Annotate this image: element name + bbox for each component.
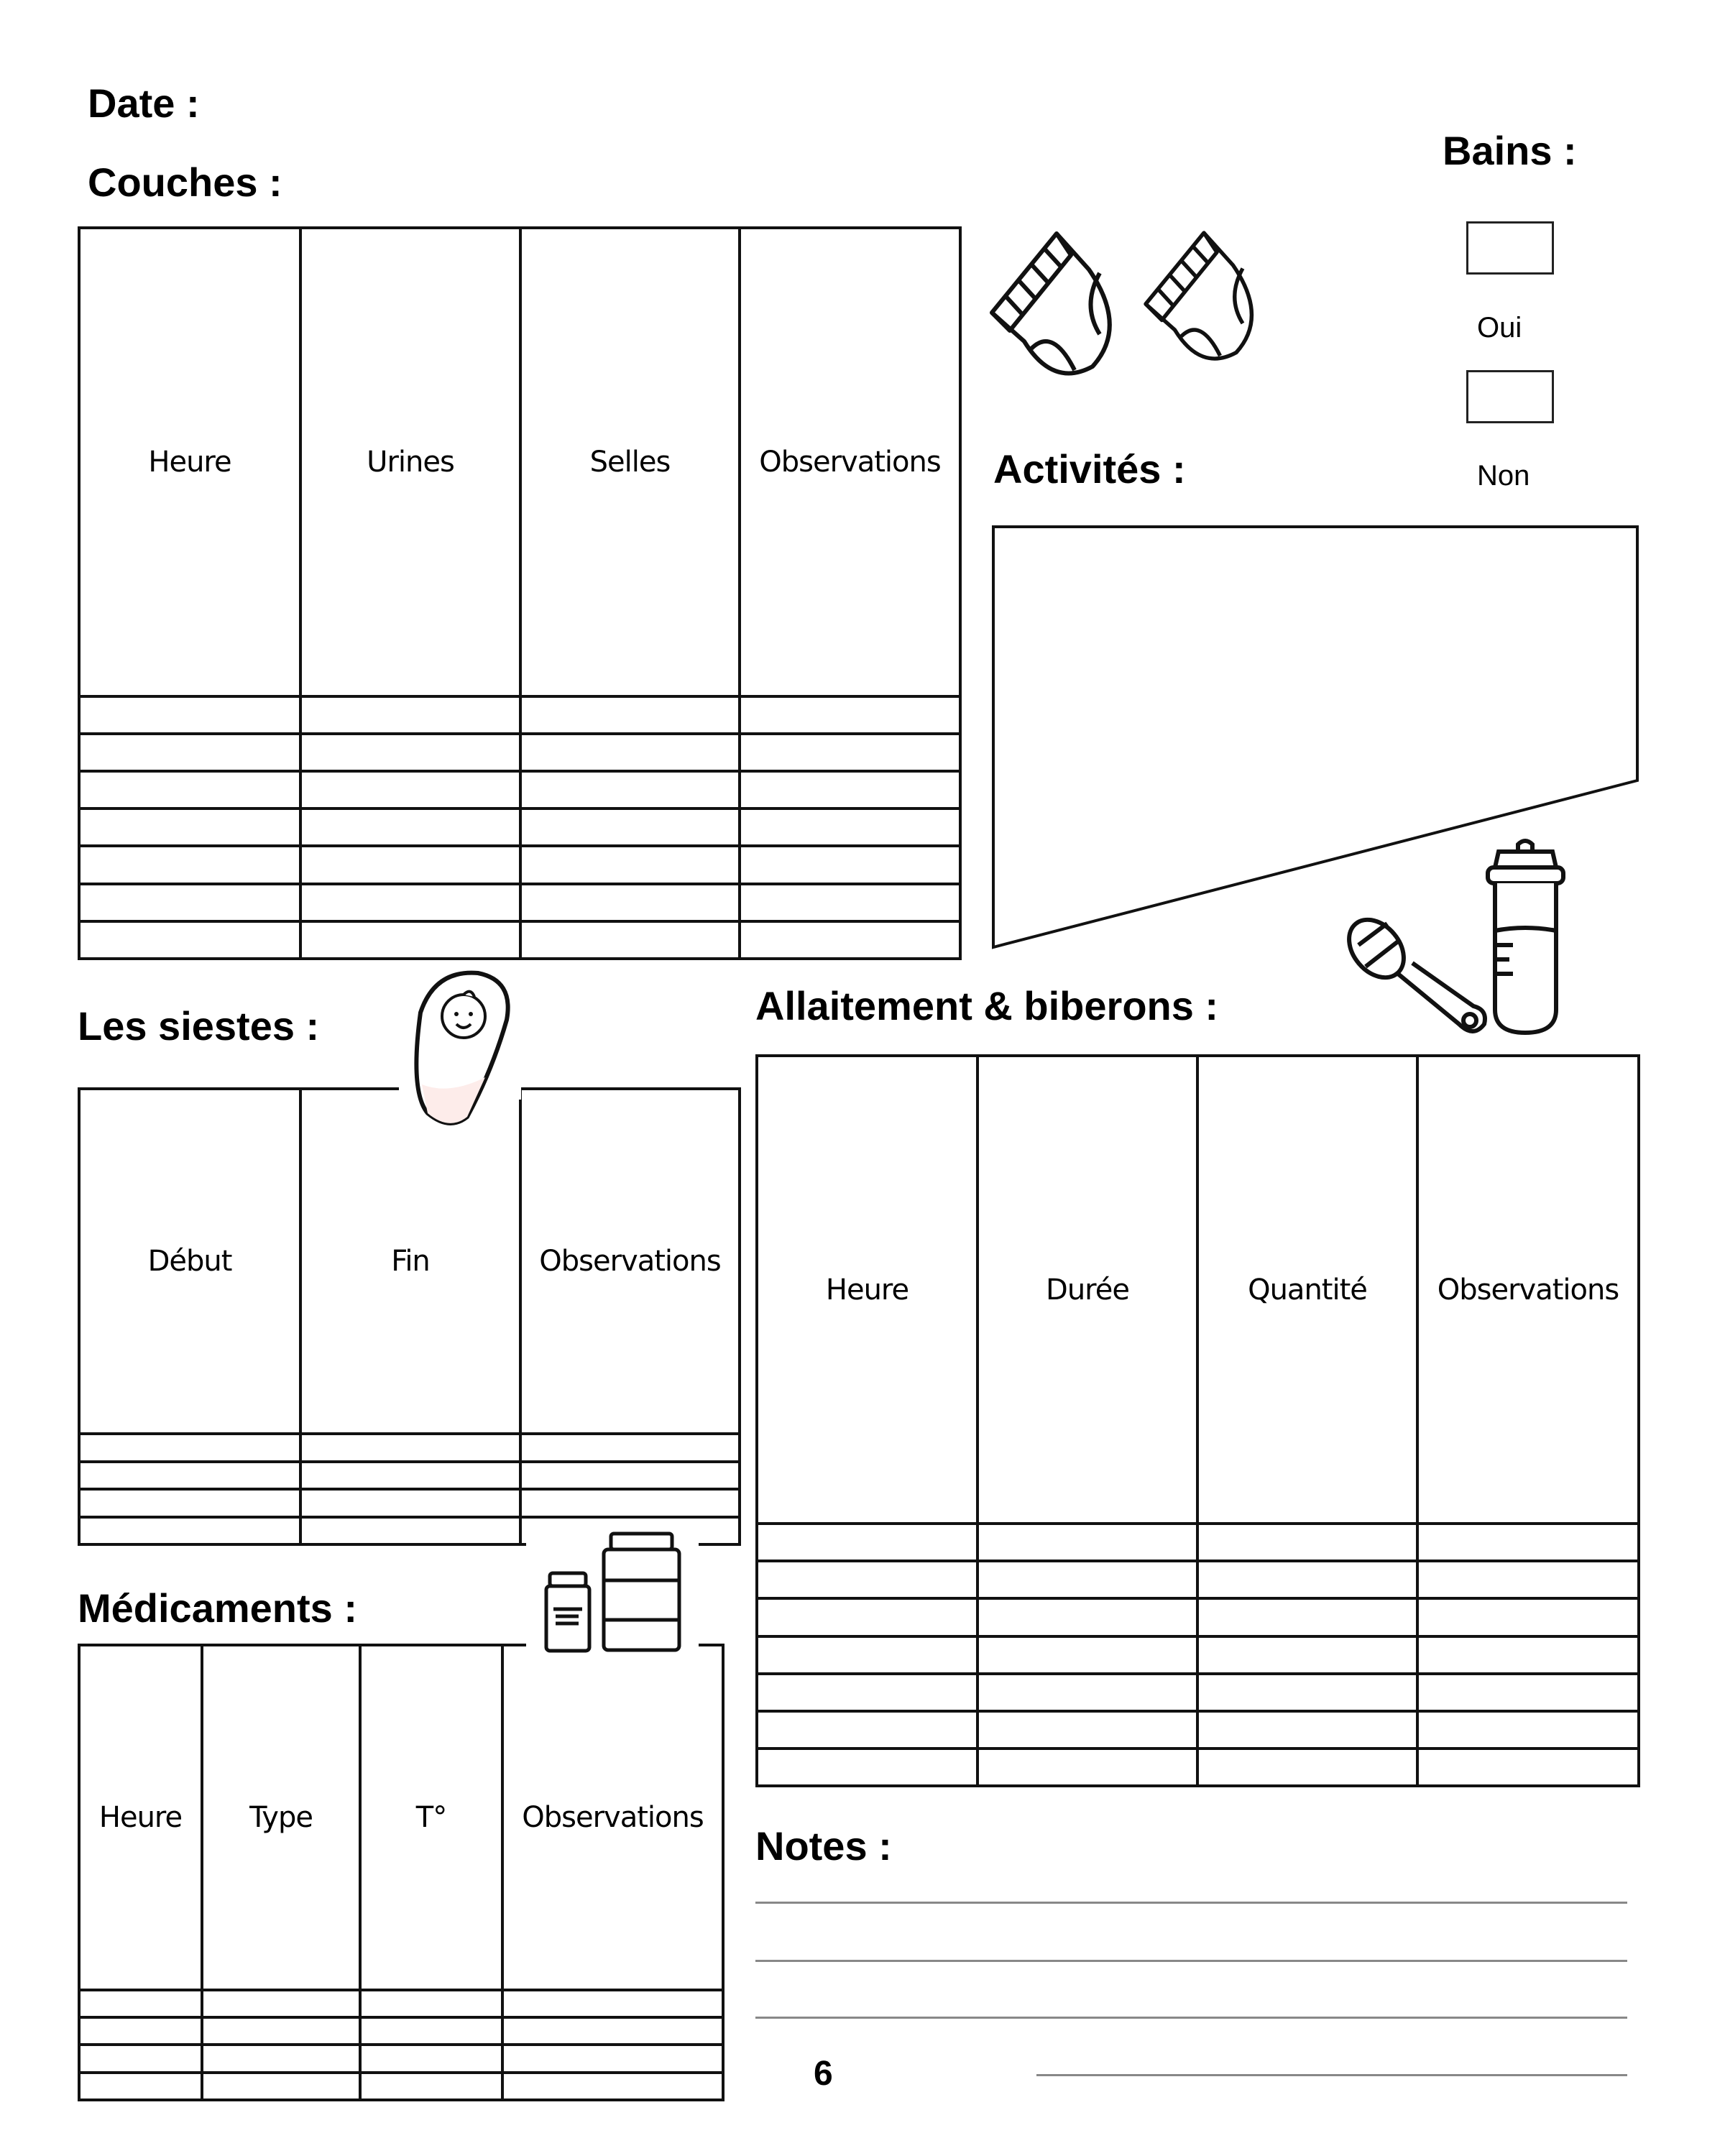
sleeping-baby-icon [406,969,514,1128]
table-cell[interactable] [1197,1598,1417,1636]
table-cell[interactable] [502,1990,723,2017]
table-row [757,1598,1639,1636]
column-header: Début [79,1089,300,1434]
table-cell[interactable] [1197,1674,1417,1711]
table-cell[interactable] [757,1749,978,1786]
column-header: Type [202,1645,360,1990]
table-cell[interactable] [757,1524,978,1561]
baby-bottle-icon [1473,837,1578,1035]
table-cell[interactable] [978,1749,1197,1786]
table-cell[interactable] [757,1636,978,1674]
table-cell[interactable] [757,1561,978,1598]
table-cell[interactable] [1417,1598,1639,1636]
table-cell[interactable] [202,1990,360,2017]
table-cell[interactable] [202,2045,360,2072]
table-cell[interactable] [502,2045,723,2072]
column-header: Durée [978,1056,1197,1524]
table-cell[interactable] [360,2017,502,2045]
table-cell[interactable] [978,1561,1197,1598]
allaitement-title: Allaitement & biberons : [755,983,1219,1028]
column-header: Observations [520,1089,740,1434]
bains-title: Bains : [1443,128,1577,173]
rattle-icon [1344,916,1488,1042]
table-cell[interactable] [1417,1524,1639,1561]
table-cell[interactable] [520,1434,740,1461]
table-header-row [757,1056,1639,1524]
table-cell[interactable] [79,1462,300,1489]
table-cell[interactable] [1197,1749,1417,1786]
table-row [757,1561,1639,1598]
bains-oui-label: Oui [1477,312,1522,344]
couches-title: Couches : [88,160,282,205]
table-cell[interactable] [978,1711,1197,1749]
table-cell[interactable] [1197,1711,1417,1749]
column-header: Heure [757,1056,978,1524]
table-row [757,1749,1639,1786]
activites-title: Activités : [993,446,1186,492]
table-cell[interactable] [79,1489,300,1516]
table-cell[interactable] [978,1598,1197,1636]
table-cell[interactable] [978,1636,1197,1674]
table-cell[interactable] [757,1598,978,1636]
medicine-bottles-icon [543,1530,683,1654]
column-header: Observations [740,228,960,696]
medicaments-table [78,1644,724,2101]
column-header: Observations [1417,1056,1639,1524]
table-cell[interactable] [1197,1524,1417,1561]
date-label: Date : [88,80,200,126]
allaitement-table [755,1054,1640,1787]
column-header: Quantité [1197,1056,1417,1524]
table-cell[interactable] [978,1524,1197,1561]
table-cell[interactable] [360,2045,502,2072]
table-row [757,1674,1639,1711]
table-header-row [79,1645,723,1990]
bains-non-label: Non [1477,460,1530,492]
table-cell[interactable] [1417,1561,1639,1598]
table-cell[interactable] [79,1517,300,1544]
notes-line[interactable] [755,1902,1627,1904]
siestes-table [78,1087,741,1546]
table-row [79,1489,740,1516]
table-cell[interactable] [1417,1711,1639,1749]
table-cell[interactable] [1197,1561,1417,1598]
table-cell[interactable] [1417,1674,1639,1711]
medicaments-title: Médicaments : [78,1585,357,1631]
table-cell[interactable] [79,2045,202,2072]
table-cell[interactable] [757,1711,978,1749]
table-cell[interactable] [202,2017,360,2045]
notes-line[interactable] [755,1960,1627,1962]
column-header: Heure [79,1645,202,1990]
column-header: Fin [300,1089,520,1434]
table-cell[interactable] [300,1517,520,1544]
table-row [79,2017,723,2045]
table-cell[interactable] [360,1990,502,2017]
table-header-row [79,1089,740,1434]
table-cell[interactable] [757,1674,978,1711]
table-cell[interactable] [978,1674,1197,1711]
table-cell[interactable] [202,2073,360,2100]
table-row [757,1636,1639,1674]
table-cell[interactable] [79,2017,202,2045]
column-header: Selles [520,228,740,696]
table-cell[interactable] [79,2073,202,2100]
table-row [757,1524,1639,1561]
table-cell[interactable] [300,1489,520,1516]
column-header: Heure [79,228,300,696]
table-row [79,1990,723,2017]
table-cell[interactable] [502,2073,723,2100]
column-header: Observations [502,1645,723,1990]
table-cell[interactable] [79,1434,300,1461]
table-row [79,1434,740,1461]
page-number: 6 [814,2055,833,2093]
table-row [79,1462,740,1489]
table-cell[interactable] [502,2017,723,2045]
notes-title: Notes : [755,1823,892,1869]
table-cell[interactable] [1417,1749,1639,1786]
table-cell[interactable] [1417,1636,1639,1674]
notes-line[interactable] [755,2017,1627,2019]
table-cell[interactable] [300,1462,520,1489]
table-row [79,2073,723,2100]
table-row [757,1711,1639,1749]
table-cell[interactable] [1197,1636,1417,1674]
table-cell[interactable] [520,1489,740,1516]
table-row [79,2045,723,2072]
table-cell[interactable] [300,1434,520,1461]
table-cell[interactable] [520,1462,740,1489]
table-cell[interactable] [360,2073,502,2100]
column-header: T° [360,1645,502,1990]
table-cell[interactable] [79,1990,202,2017]
column-header: Urines [300,228,520,696]
siestes-title: Les siestes : [78,1003,320,1049]
notes-line[interactable] [1036,2074,1627,2076]
